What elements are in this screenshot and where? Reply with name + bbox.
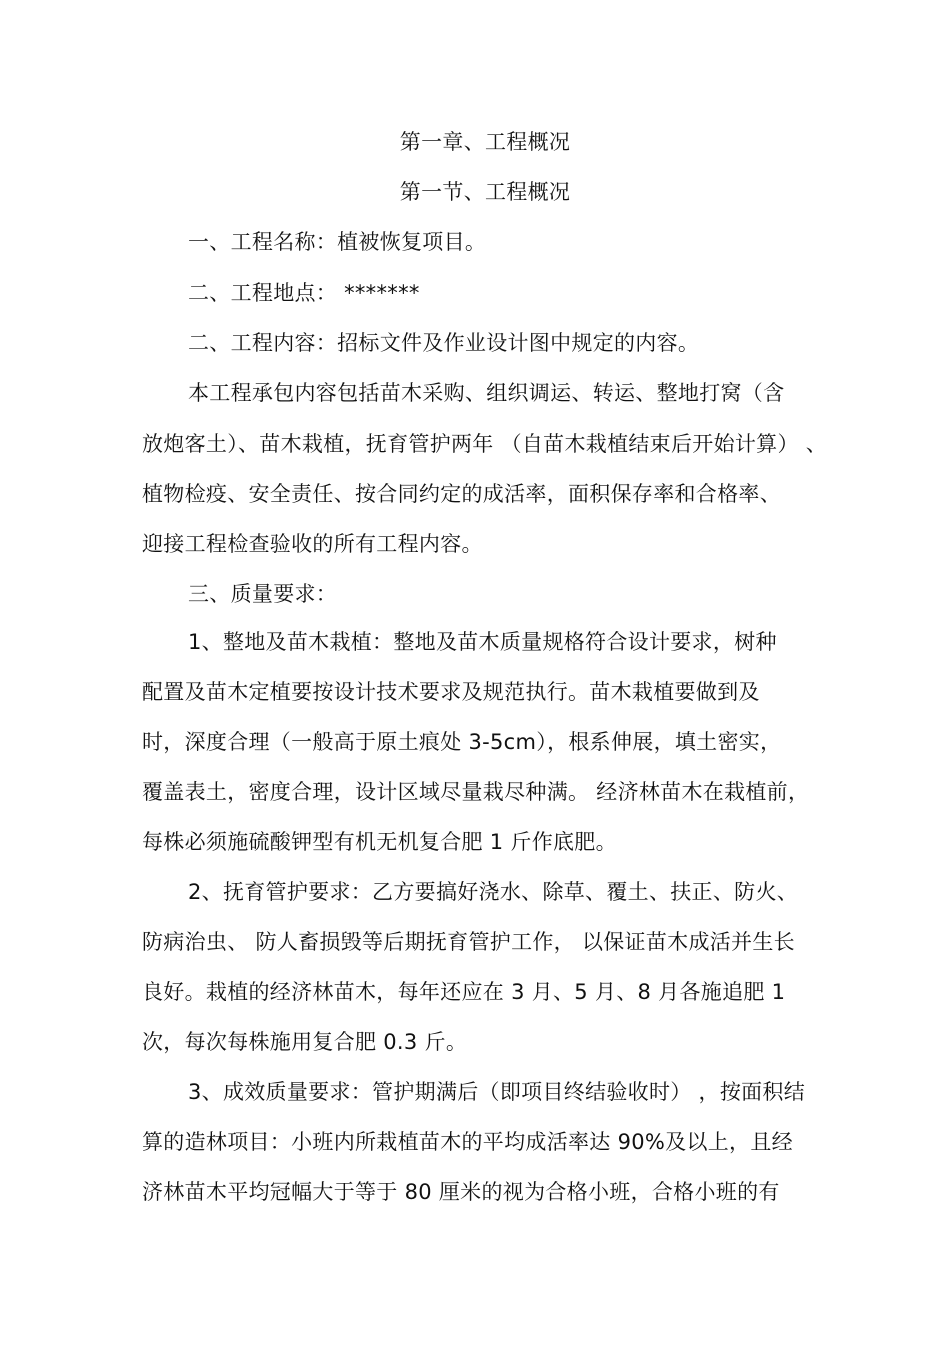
paragraph-line: 二、工程地点： ******* [188, 281, 420, 305]
paragraph-line: 本工程承包内容包括苗木采购、组织调运、转运、整地打窝（含 [188, 381, 785, 405]
paragraph-line: 三、质量要求： [188, 582, 338, 606]
paragraph-line: 配置及苗木定植要按设计技术要求及规范执行。苗木栽植要做到及 [142, 680, 760, 704]
paragraph-line: 算的造林项目：小班内所栽植苗木的平均成活率达 90%及以上，且经 [142, 1130, 793, 1154]
paragraph-line: 1、整地及苗木栽植：整地及苗木质量规格符合设计要求，树种 [188, 630, 777, 654]
paragraph-line: 济林苗木平均冠幅大于等于 80 厘米的视为合格小班，合格小班的有 [142, 1180, 780, 1204]
paragraph-line: 植物检疫、安全责任、按合同约定的成活率，面积保存率和合格率、 [142, 482, 781, 506]
paragraph-line: 防病治虫、 防人畜损毁等后期抚育管护工作， 以保证苗木成活并生长 [142, 930, 795, 954]
paragraph-line: 二、工程内容：招标文件及作业设计图中规定的内容。 [188, 331, 700, 355]
paragraph-line: 时，深度合理（一般高于原土痕处 3-5cm），根系伸展，填土密实， [142, 730, 782, 754]
section-title: 第一节、工程概况 [399, 180, 571, 204]
paragraph-line: 良好。栽植的经济林苗木，每年还应在 3 月、5 月、8 月各施追肥 1 [142, 980, 786, 1004]
paragraph-line: 覆盖表土，密度合理，设计区域尽量栽尽种满。 经济林苗木在栽植前， [142, 780, 810, 804]
paragraph-line: 一、工程名称：植被恢复项目。 [188, 230, 487, 254]
paragraph-line: 迎接工程检查验收的所有工程内容。 [142, 532, 483, 556]
chapter-title: 第一章、工程概况 [399, 130, 571, 154]
paragraph-line: 3、成效质量要求：管护期满后（即项目终结验收时） ，按面积结 [188, 1080, 806, 1104]
paragraph-line: 次，每次每株施用复合肥 0.3 斤。 [142, 1030, 468, 1054]
paragraph-line: 放炮客土）、苗木栽植，抚育管护两年 （自苗木栽植结束后开始计算） 、 [142, 432, 828, 456]
paragraph-line: 每株必须施硫酸钾型有机无机复合肥 1 斤作底肥。 [142, 830, 617, 854]
paragraph-line: 2、抚育管护要求：乙方要搞好浇水、除草、覆土、扶正、防火、 [188, 880, 799, 904]
